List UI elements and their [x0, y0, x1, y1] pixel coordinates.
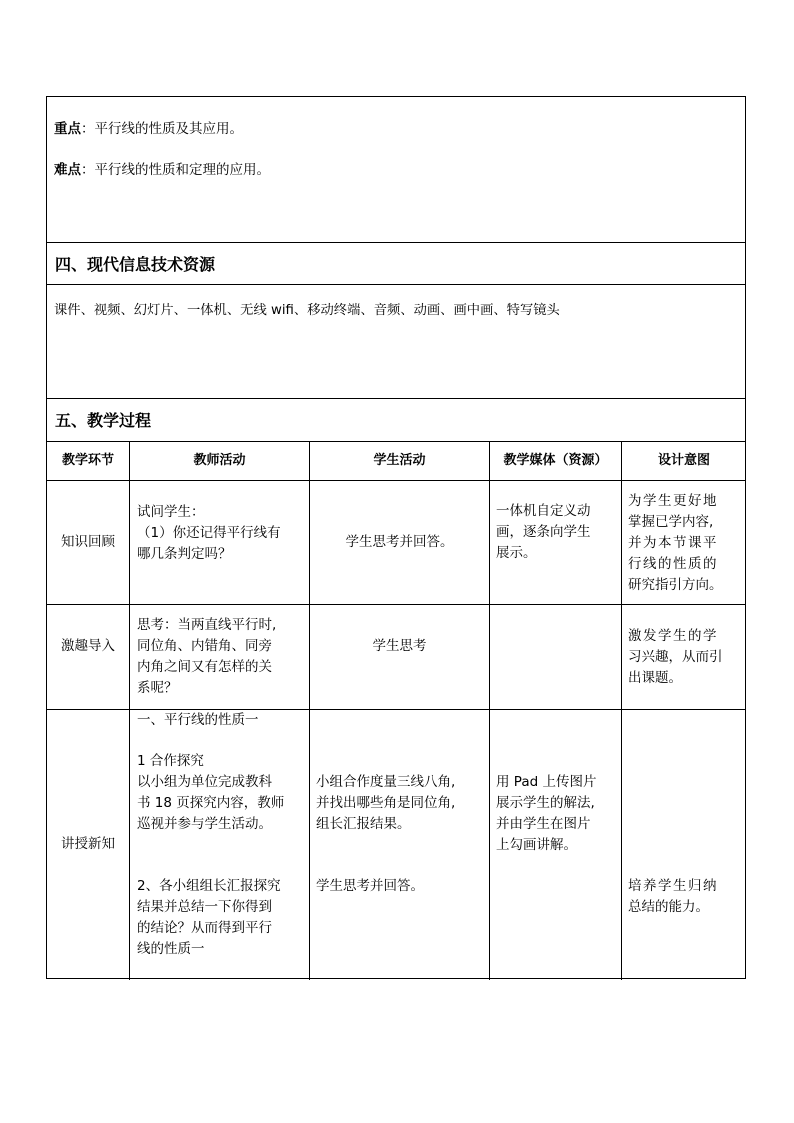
column-divider [309, 441, 310, 980]
student-line: 学生思考并回答。 [316, 878, 424, 894]
teacher-line: 结果并总结一下你得到 [137, 899, 272, 915]
focus-label: 重点 [54, 121, 81, 137]
divider [47, 604, 745, 605]
intent-line: 研究指引方向。 [628, 577, 723, 593]
divider [47, 441, 745, 442]
media-line: 展示。 [496, 545, 537, 561]
difficulty-line [54, 160, 270, 181]
column-header-teacher: 教师活动 [193, 453, 246, 468]
student-line: 组长汇报结果。 [316, 816, 411, 832]
student-line: 小组合作度量三线八角, [316, 774, 456, 790]
teacher-line: 思考：当两直线平行时, [137, 617, 277, 633]
teacher-line: 同位角、内错角、同旁 [137, 638, 272, 654]
column-divider [489, 441, 490, 980]
teacher-line: 一、平行线的性质一 [137, 712, 259, 728]
divider [47, 480, 745, 481]
intent-line: 习兴趣，从而引 [628, 649, 723, 665]
column-header-student: 学生活动 [373, 453, 426, 468]
divider [47, 242, 745, 243]
teacher-line: 线的性质一 [137, 941, 205, 957]
intent-line: 激发学生的学 [628, 628, 718, 644]
media-line: 用 Pad 上传图片 [496, 774, 597, 790]
intent-line: 掌握已学内容, [628, 514, 714, 530]
difficulty-label: 难点 [54, 162, 81, 178]
section4-title: 四、现代信息技术资源 [55, 255, 216, 274]
column-divider [621, 441, 622, 980]
media-line: 并由学生在图片 [496, 816, 591, 832]
table-row-stage: 知识回顾 [61, 534, 115, 550]
column-header-intent: 设计意图 [657, 453, 710, 468]
intent-line: 行线的性质的 [628, 556, 718, 572]
section4-content: 课件、视频、幻灯片、一体机、无线 wifi、移动终端、音频、动画、画中画、特写镜头 [54, 303, 560, 318]
intent-line: 并为本节课平 [628, 535, 718, 551]
divider [47, 284, 745, 285]
focus-line [54, 119, 243, 140]
media-line: 展示学生的解法, [496, 795, 595, 811]
difficulty-text: ：平行线的性质和定理的应用。 [81, 162, 270, 178]
teacher-line: 以小组为单位完成教科 [137, 774, 272, 790]
column-divider [129, 441, 130, 980]
table-row-stage: 讲授新知 [61, 836, 115, 852]
media-line: 上勾画讲解。 [496, 837, 577, 853]
teacher-line: 2、各小组组长汇报探究 [137, 878, 281, 894]
intent-line: 培养学生归纳 [628, 878, 718, 894]
teacher-line: 1 合作探究 [137, 753, 204, 769]
teacher-line: （1）你还记得平行线有 [137, 525, 281, 541]
divider [47, 398, 745, 399]
lesson-plan-table [46, 96, 746, 979]
section5-title: 五、教学过程 [55, 411, 152, 430]
intent-line: 总结的能力。 [628, 899, 709, 915]
intent-line: 出课题。 [628, 670, 682, 686]
teacher-line: 内角之间又有怎样的关 [137, 659, 272, 675]
teacher-line: 书 18 页探究内容，教师 [137, 795, 285, 811]
focus-text: ：平行线的性质及其应用。 [81, 121, 243, 137]
student-line: 并找出哪些角是同位角, [316, 795, 456, 811]
teacher-line: 哪几条判定吗？ [137, 546, 232, 562]
column-header-stage: 教学环节 [61, 453, 114, 468]
teacher-line: 系呢？ [137, 680, 178, 696]
teacher-line: 的结论？从而得到平行 [137, 920, 272, 936]
column-header-media: 教学媒体（资源） [503, 453, 608, 468]
table-row-stage: 激趣导入 [61, 638, 115, 654]
media-line: 一体机自定义动 [496, 503, 591, 519]
media-line: 画，逐条向学生 [496, 524, 591, 540]
intent-line: 为学生更好地 [628, 493, 718, 509]
teacher-line: 试问学生： [137, 504, 205, 520]
teacher-line: 巡视并参与学生活动。 [137, 816, 272, 832]
table-row-student: 学生思考 [372, 638, 427, 654]
table-row-student: 学生思考并回答。 [345, 534, 454, 550]
